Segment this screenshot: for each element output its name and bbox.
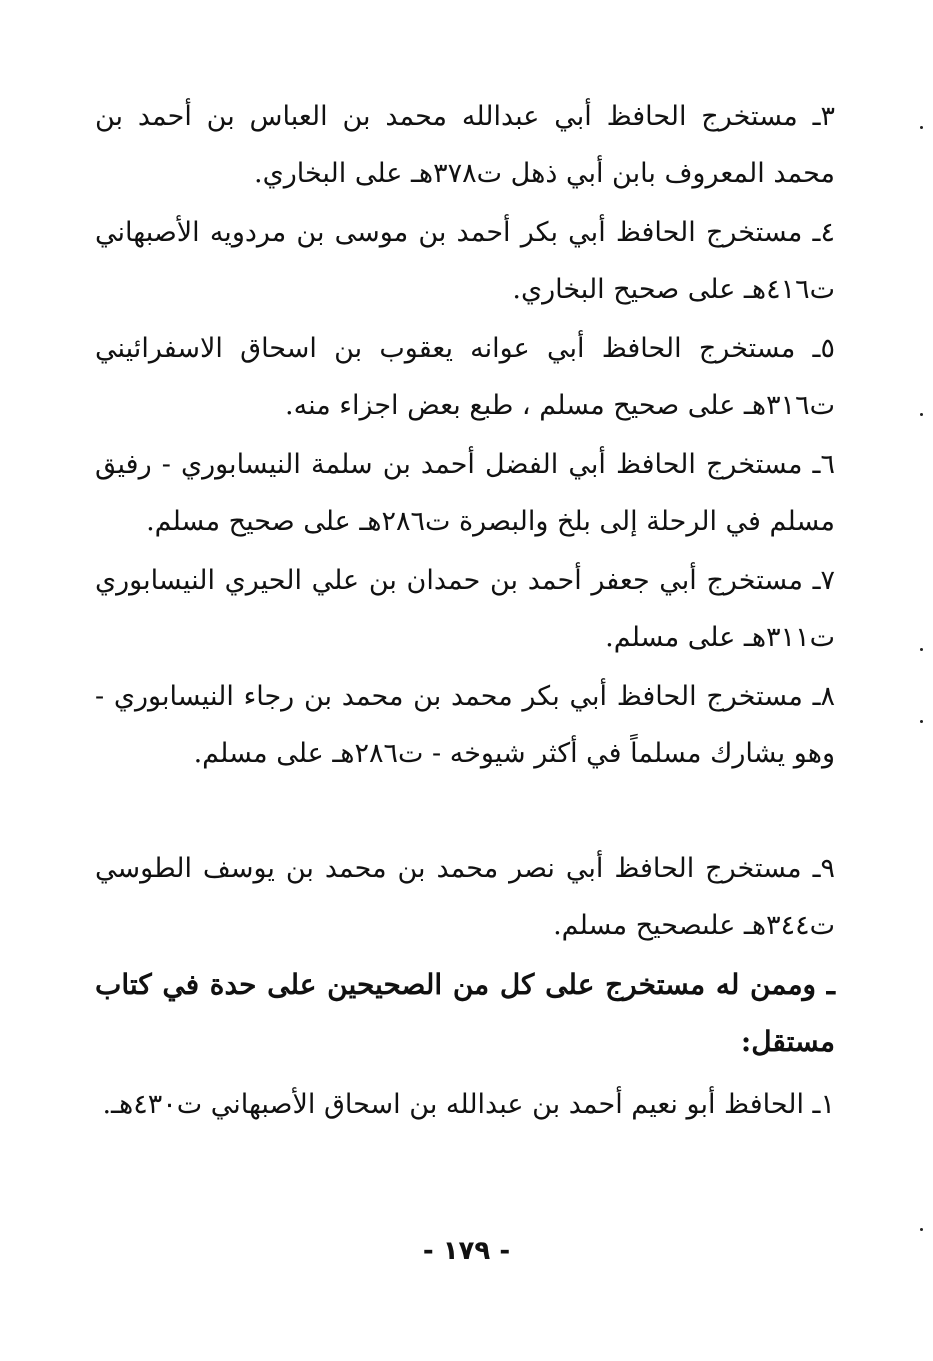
scan-speck bbox=[920, 413, 923, 416]
section-heading: ـ وممن له مستخرج على كل من الصحيحين على حدة في كتاب مستقل: bbox=[95, 968, 835, 1058]
scan-speck bbox=[920, 648, 923, 651]
list-item: ٩ـ مستخرج الحافظ أبي نصر محمد بن محمد بن يوسف الطوسي ت٣٤٤هـ علىصحيح مسلم. bbox=[95, 853, 835, 941]
list-item: ١ـ الحافظ أبو نعيم أحمد بن عبدالله بن اسحاق الأصبهاني ت٤٣٠هـ. bbox=[102, 1089, 835, 1120]
list-item: ٣ـ مستخرج الحافظ أبي عبدالله محمد بن العباس بن أحمد بن محمد المعروف بابن أبي ذهل ت٣٧٨هـ على البخاري. bbox=[95, 101, 835, 189]
page-number: - ١٧٩ - bbox=[422, 1236, 511, 1266]
list-item: ٧ـ مستخرج أبي جعفر أحمد بن حمدان بن علي الحيري النيسابوري ت٣١١هـ على مسلم. bbox=[95, 565, 835, 653]
list-item: ٥ـ مستخرج الحافظ أبي عوانه يعقوب بن اسحاق الاسفرائيني ت٣١٦هـ على صحيح مسلم ، طبع بعض اجزاء منه. bbox=[95, 333, 835, 421]
list-item: ٦ـ مستخرج الحافظ أبي الفضل أحمد بن سلمة النيسابوري - رفيق مسلم في الرحلة إلى بلخ والبصرة ت٢٨٦هـ على صحيح مسلم. bbox=[95, 449, 835, 537]
scan-speck bbox=[920, 720, 923, 723]
list-item: ٤ـ مستخرج الحافظ أبي بكر أحمد بن موسى بن مردويه الأصبهاني ت٤١٦هـ على صحيح البخاري. bbox=[95, 217, 835, 305]
scan-speck bbox=[920, 1228, 923, 1231]
scan-speck bbox=[920, 126, 923, 129]
list-item: ٨ـ مستخرج الحافظ أبي بكر محمد بن محمد بن رجاء النيسابوري - وهو يشارك مسلماً في أكثر شيوخه - ت٢٨٦هـ على مسلم. bbox=[95, 681, 835, 769]
